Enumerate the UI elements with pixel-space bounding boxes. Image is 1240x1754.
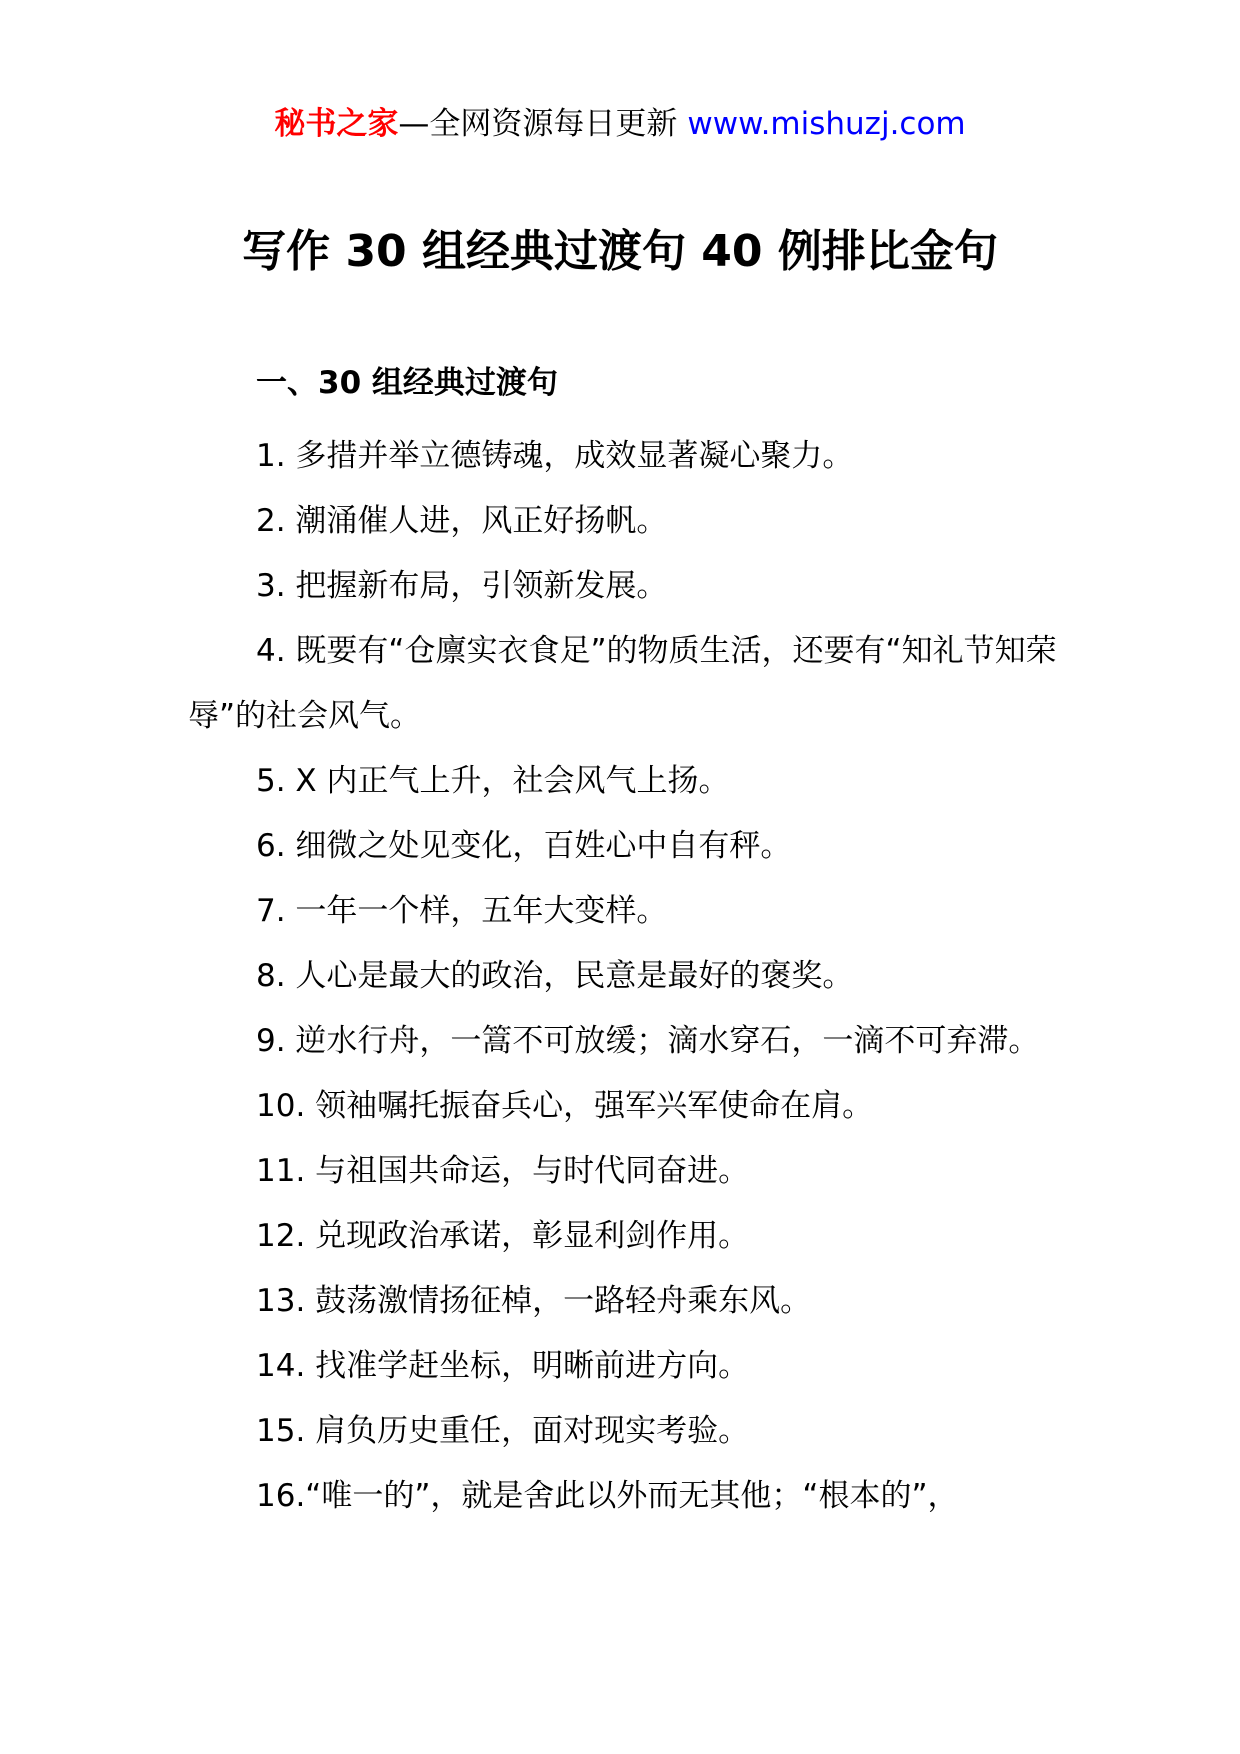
list-item: 11. 与祖国共命运，与时代同奋进。 bbox=[256, 1153, 750, 1189]
list-item: 7. 一年一个样，五年大变样。 bbox=[256, 893, 668, 929]
document-title: 写作 30 组经典过渡句 40 例排比金句 bbox=[242, 226, 998, 277]
site-tagline: —全网资源每日更新 bbox=[398, 106, 678, 142]
list-item: 2. 潮涌催人进，风正好扬帆。 bbox=[256, 503, 668, 539]
site-url-link[interactable]: www.mishuzj.com bbox=[687, 106, 966, 142]
list-item: 3. 把握新布局，引领新发展。 bbox=[256, 568, 668, 604]
document-body bbox=[188, 362, 1078, 1529]
list-item: 8. 人心是最大的政治，民意是最好的褒奖。 bbox=[256, 958, 854, 994]
site-header bbox=[0, 104, 1240, 144]
list-item: 9. 逆水行舟，一篙不可放缓；滴水穿石，一滴不可弃滞。 bbox=[256, 1023, 1040, 1059]
list-item: 4. 既要有“仓廪实衣食足”的物质生活，还要有“知礼节知荣辱”的社会风气。 bbox=[188, 633, 1057, 734]
list-item: 16.“唯一的”，就是舍此以外而无其他；“根本的”， bbox=[256, 1478, 959, 1514]
list-item: 1. 多措并举立德铸魂，成效显著凝心聚力。 bbox=[256, 438, 854, 474]
list-item: 15. 肩负历史重任，面对现实考验。 bbox=[256, 1413, 750, 1449]
list-item: 13. 鼓荡激情扬征棹，一路轻舟乘东风。 bbox=[256, 1283, 812, 1319]
list-item: 12. 兑现政治承诺，彰显利剑作用。 bbox=[256, 1218, 750, 1254]
list-item: 5. X 内正气上升，社会风气上扬。 bbox=[256, 763, 730, 799]
site-brand: 秘书之家 bbox=[274, 106, 399, 142]
list-item: 14. 找准学赶坐标，明晰前进方向。 bbox=[256, 1348, 750, 1384]
section-heading: 一、30 组经典过渡句 bbox=[256, 365, 558, 401]
list-item: 10. 领袖嘱托振奋兵心，强军兴军使命在肩。 bbox=[256, 1088, 874, 1124]
list-item: 6. 细微之处见变化，百姓心中自有秤。 bbox=[256, 828, 792, 864]
